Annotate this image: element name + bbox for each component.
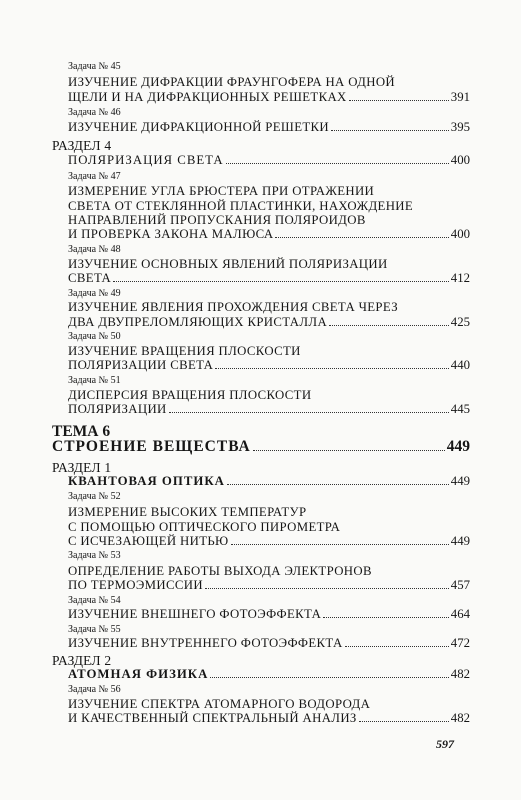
dot-leader <box>253 449 445 451</box>
task-label: Задача № 45 <box>68 61 121 72</box>
page-number: 412 <box>450 271 470 285</box>
page-number: 472 <box>450 636 470 650</box>
task-title-line: С ИСЧЕЗАЮЩЕЙ НИТЬЮ <box>68 534 229 548</box>
page-number: 400 <box>450 153 470 167</box>
task-title-line: И КАЧЕСТВЕННЫЙ СПЕКТРАЛЬНЫЙ АНАЛИЗ <box>68 711 357 725</box>
topic-heading: ТЕМА 6 <box>52 423 111 440</box>
section-title: АТОМНАЯ ФИЗИКА <box>68 667 209 681</box>
toc-entry[interactable] <box>68 120 470 135</box>
page-number: 449 <box>450 534 470 548</box>
page-number: 482 <box>450 711 470 725</box>
dot-leader <box>215 367 449 369</box>
dot-leader <box>231 543 449 545</box>
page-number: 391 <box>450 90 470 104</box>
task-title-line: ИЗМЕРЕНИЕ УГЛА БРЮСТЕРА ПРИ ОТРАЖЕНИИ <box>68 184 375 198</box>
task-label: Задача № 47 <box>68 171 121 182</box>
toc-entry[interactable] <box>68 534 470 549</box>
task-title-line: ИЗУЧЕНИЕ ДИФРАКЦИОННОЙ РЕШЕТКИ <box>68 120 330 134</box>
section-heading: РАЗДЕЛ 4 <box>52 138 112 153</box>
task-label: Задача № 52 <box>68 491 121 502</box>
dot-leader <box>113 280 449 282</box>
toc-entry[interactable] <box>68 358 470 373</box>
page-number: 482 <box>450 667 470 681</box>
section-heading: РАЗДЕЛ 2 <box>52 653 112 668</box>
dot-leader <box>226 162 449 164</box>
dot-leader <box>349 99 449 101</box>
task-title-line: ПОЛЯРИЗАЦИИ <box>68 402 167 416</box>
task-label: Задача № 49 <box>68 288 121 299</box>
dot-leader <box>227 483 449 485</box>
task-title-line: ИЗУЧЕНИЕ СПЕКТРА АТОМАРНОГО ВОДОРОДА <box>68 697 371 711</box>
page-number: 395 <box>450 120 470 134</box>
task-title-line: ИЗУЧЕНИЕ ВРАЩЕНИЯ ПЛОСКОСТИ <box>68 344 301 358</box>
toc-entry[interactable] <box>52 438 470 456</box>
task-label: Задача № 51 <box>68 375 121 386</box>
toc-entry[interactable] <box>68 271 470 286</box>
task-title-line: И ПРОВЕРКА ЗАКОНА МАЛЮСА <box>68 227 274 241</box>
task-title-line: ИЗУЧЕНИЕ ВНУТРЕННЕГО ФОТОЭФФЕКТА <box>68 636 343 650</box>
task-title-line: ПОЛЯРИЗАЦИИ СВЕТА <box>68 358 214 372</box>
page-number: 400 <box>450 227 470 241</box>
toc-entry[interactable] <box>68 90 470 105</box>
task-title-line: ИЗУЧЕНИЕ ДИФРАКЦИИ ФРАУНГОФЕРА НА ОДНОЙ <box>68 75 396 89</box>
page-number: 457 <box>450 578 470 592</box>
toc-entry[interactable] <box>68 402 470 417</box>
toc-entry[interactable] <box>68 711 470 726</box>
dot-leader <box>210 676 448 678</box>
page-number: 449 <box>450 474 470 488</box>
task-label: Задача № 55 <box>68 624 121 635</box>
topic-title: СТРОЕНИЕ ВЕЩЕСТВА <box>52 438 251 455</box>
task-label: Задача № 50 <box>68 331 121 342</box>
task-title-line: ИЗМЕРЕНИЕ ВЫСОКИХ ТЕМПЕРАТУР <box>68 505 307 519</box>
toc-entry[interactable] <box>68 474 470 489</box>
toc-entry[interactable] <box>68 315 470 330</box>
task-label: Задача № 48 <box>68 244 121 255</box>
toc-entry[interactable] <box>68 636 470 651</box>
page-number: 464 <box>450 607 470 621</box>
page-number: 449 <box>446 438 470 455</box>
task-title-line: ЩЕЛИ И НА ДИФРАКЦИОННЫХ РЕШЕТКАХ <box>68 90 347 104</box>
task-title-line: ИЗУЧЕНИЕ ВНЕШНЕГО ФОТОЭФФЕКТА <box>68 607 322 621</box>
task-title-line: СВЕТА <box>68 271 112 285</box>
toc-entry[interactable] <box>68 227 470 242</box>
task-title-line: ИЗУЧЕНИЕ ОСНОВНЫХ ЯВЛЕНИЙ ПОЛЯРИЗАЦИИ <box>68 257 388 271</box>
section-title: ПОЛЯРИЗАЦИЯ СВЕТА <box>68 153 224 167</box>
task-title-line: СВЕТА ОТ СТЕКЛЯННОЙ ПЛАСТИНКИ, НАХОЖДЕНИЕ <box>68 199 414 213</box>
task-title-line: ДИСПЕРСИЯ ВРАЩЕНИЯ ПЛОСКОСТИ <box>68 388 312 402</box>
section-heading: РАЗДЕЛ 1 <box>52 460 112 475</box>
task-label: Задача № 54 <box>68 595 121 606</box>
task-title-line: НАПРАВЛЕНИЙ ПРОПУСКАНИЯ ПОЛЯРОИДОВ <box>68 213 366 227</box>
dot-leader <box>345 645 449 647</box>
task-label: Задача № 56 <box>68 684 121 695</box>
dot-leader <box>359 720 449 722</box>
dot-leader <box>329 324 449 326</box>
dot-leader <box>275 236 448 238</box>
dot-leader <box>205 587 449 589</box>
toc-entry[interactable] <box>68 607 470 622</box>
page-number: 445 <box>450 402 470 416</box>
toc-entry[interactable] <box>68 578 470 593</box>
task-title-line: ОПРЕДЕЛЕНИЕ РАБОТЫ ВЫХОДА ЭЛЕКТРОНОВ <box>68 564 372 578</box>
task-title-line: ПО ТЕРМОЭМИССИИ <box>68 578 203 592</box>
task-title-line: ДВА ДВУПРЕЛОМЛЯЮЩИХ КРИСТАЛЛА <box>68 315 328 329</box>
page-number: 440 <box>450 358 470 372</box>
task-label: Задача № 46 <box>68 107 121 118</box>
page-number-footer: 597 <box>436 737 454 751</box>
task-label: Задача № 53 <box>68 550 121 561</box>
dot-leader <box>331 129 449 131</box>
dot-leader <box>169 411 449 413</box>
task-title-line: С ПОМОЩЬЮ ОПТИЧЕСКОГО ПИРОМЕТРА <box>68 520 341 534</box>
task-title-line: ИЗУЧЕНИЕ ЯВЛЕНИЯ ПРОХОЖДЕНИЯ СВЕТА ЧЕРЕЗ <box>68 300 398 314</box>
section-title: КВАНТОВАЯ ОПТИКА <box>68 474 225 488</box>
page-number: 425 <box>450 315 470 329</box>
dot-leader <box>323 616 449 618</box>
toc-entry[interactable] <box>68 667 470 682</box>
toc-entry[interactable] <box>68 153 470 168</box>
